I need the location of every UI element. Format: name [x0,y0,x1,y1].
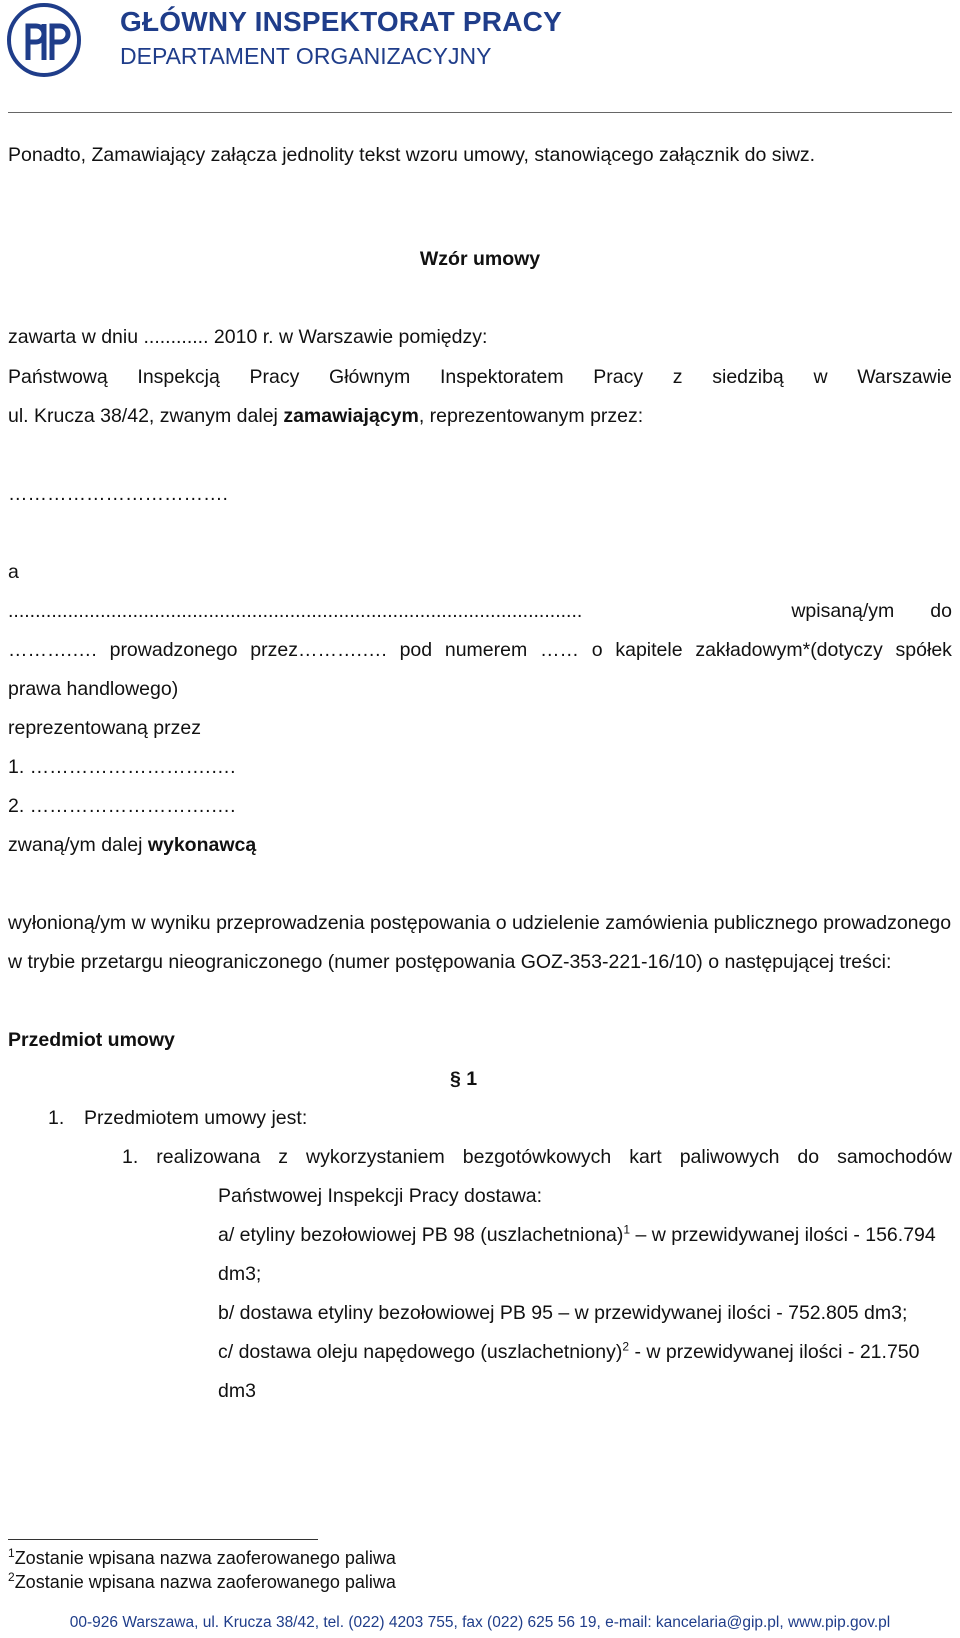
party1-word: w [813,366,828,388]
party1-word: Pracy [249,366,300,388]
pip-logo-icon [6,2,82,78]
subject-heading: Przedmiot umowy [8,1029,175,1051]
footnote-2: $^2$Zostanie wpisana nazwa zaoferowanego paliwa [8,1570,396,1592]
item-a-unit: dm3; [218,1263,262,1285]
footnote-ref-1[interactable]: 1 [623,1222,631,1237]
conjunction: a [8,561,19,583]
party1-line [8,366,952,389]
party2-line-1: .......................................................................................................... wpisaną/ym do [8,600,952,622]
selection-line-1: wyłonioną/ym w wyniku przeprowadzenia postępowania o udzielenie zamówienia publicznego prowadzonego [8,912,952,934]
item-a: a/ etyliny bezołowiowej PB 98 (uszlachetniona)$^1$ – w przewidywanej ilości - 156.794 [218,1222,936,1246]
contractor-role: wykonawcą [147,834,257,856]
contractor-line: zwaną/ym dalej wykonawcą [8,834,257,856]
item-c: c/ dostawa oleju napędowego (uszlachetniony)$^2$ - w przewidywanej ilości - 21.750 [218,1339,920,1363]
document-heading: Wzór umowy [419,248,541,270]
section-symbol: § 1 [450,1068,478,1090]
date-line: zawarta w dniu ............ 2010 r. w Warszawie pomiędzy: [8,326,488,348]
department-name: DEPARTAMENT ORGANIZACYJNY [120,43,492,69]
representative-1: 1. ……………………….…. [8,756,236,778]
party1-word: Warszawie [857,366,952,388]
footnote-divider [8,1539,318,1540]
party1-word: Inspektoratem [440,366,564,388]
party1-word: Państwową [8,366,108,388]
party1-word: Inspekcją [137,366,220,388]
party1-address: ul. Krucza 38/42, zwanym dalej zamawiającym, reprezentowanym przez: [8,405,644,427]
party1-word: z [672,366,683,388]
footnote-1: $^1$Zostanie wpisana nazwa zaoferowanego paliwa [8,1546,396,1568]
page-footer-contact: 00-926 Warszawa, ul. Krucza 38/42, tel. (022) 4203 755, fax (022) 625 56 19, e-mail: kancelaria@gip.pl, www.pip.gov.pl [69,1614,891,1631]
header-divider [8,112,952,113]
footnote-ref-2[interactable]: 2 [622,1339,630,1354]
party1-word: Pracy [593,366,644,388]
party1-word: siedzibą [712,366,784,388]
sub-item-1-line: 1. realizowana z wykorzystaniem bezgotówkowych kart paliwowych do samochodów [122,1146,952,1168]
item-1-text: Przedmiotem umowy jest: [84,1107,308,1129]
party2-line-3: prawa handlowego) [8,678,179,700]
representative-placeholder: ……………………………. [8,483,228,505]
sub-item-1-continuation: Państwowej Inspekcji Pracy dostawa: [218,1185,543,1207]
party2-line-2: ……….…. prowadzonego przez……….…. pod numerem …… o kapitele zakładowym*(dotyczy spółek [8,639,952,661]
item-c-unit: dm3 [218,1380,256,1402]
intro-text: Ponadto, Zamawiający załącza jednolity tekst wzoru umowy, stanowiącego załącznik do siwz. [8,144,816,166]
selection-line-2: w trybie przetargu nieograniczonego (numer postępowania GOZ-353-221-16/10) o następującej treści: [8,951,892,973]
party1-role: zamawiającym [283,405,419,427]
item-1-number: 1. [48,1107,65,1129]
party2-represented-by: reprezentowaną przez [8,717,201,739]
org-name: GŁÓWNY INSPEKTORAT PRACY [120,6,562,37]
item-b: b/ dostawa etyliny bezołowiowej PB 95 – w przewidywanej ilości - 752.805 dm3; [218,1302,908,1324]
representative-2: 2. ……………………….…. [8,795,236,817]
party1-word: Głównym [329,366,411,388]
